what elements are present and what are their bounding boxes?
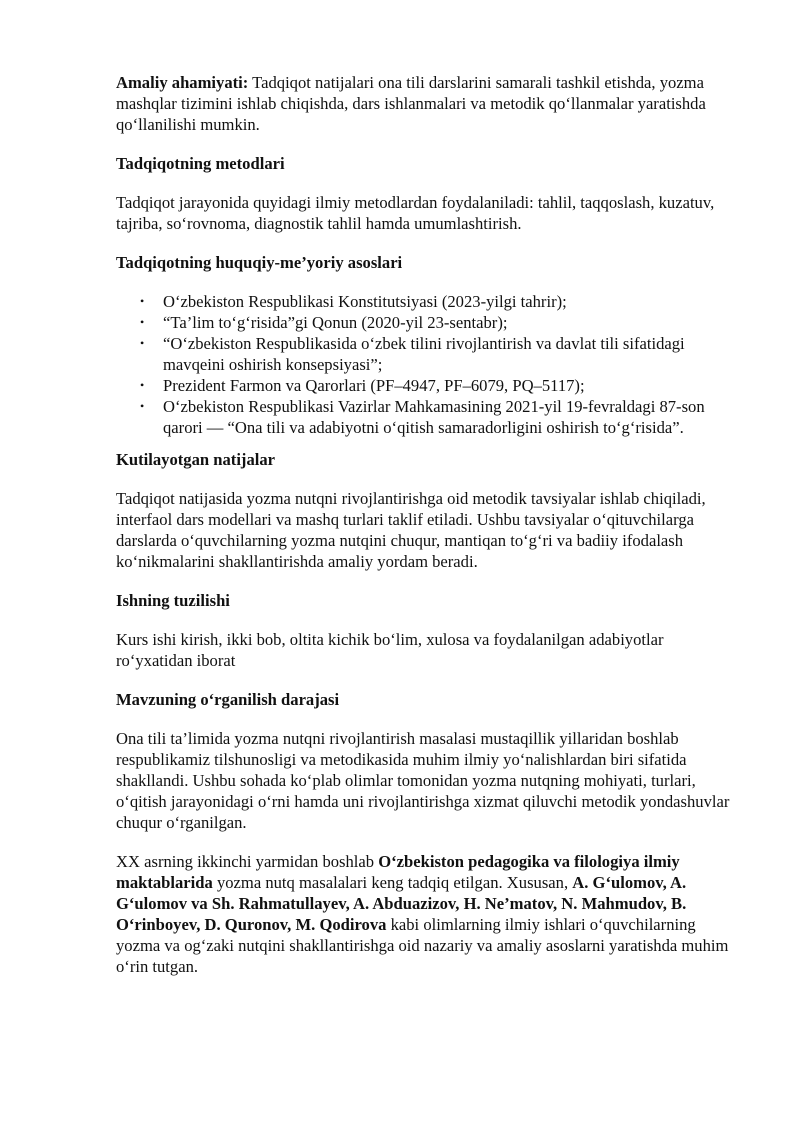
practical-significance-label: Amaliy ahamiyati:	[116, 73, 249, 92]
list-item	[140, 312, 738, 333]
heading-work-structure: Ishning tuzilishi	[116, 591, 230, 610]
legal-basis-list	[116, 291, 738, 438]
bullet-icon: •	[140, 336, 145, 350]
bullet-icon: •	[140, 378, 145, 392]
expected-results-paragraph: Tadqiqot natijasida yozma nutqni rivojlantirishga oid metodik tavsiyalar ishlab chiqiladi, interfaol dars modellari va mashq turlari taklif etiladi. Ushbu tavsiyalar o‘qituvchilarga darslarda o‘quvchilarning yozma nutqini chuqur, mantiqan to‘g‘ri va badiiy ifodalash ko‘nikmalarini shakllantirishda amaliy yordam beradi.	[116, 489, 706, 571]
study-level-paragraph: Ona tili ta’limida yozma nutqni rivojlantirish masalasi mustaqillik yillaridan boshlab respublikamiz tilshunosligi va metodikasida muhim ilmiy yo‘nalishlardan biri sifatida shakllandi. Ushbu sohada ko‘plab olimlar tomonidan yozma nutqning mohiyati, turlari, o‘qitish jarayonidagi o‘rni hamda uni rivojlantirishga xizmat qiluvchi metodik yondashuvlar chuqur o‘rganilgan.	[116, 729, 730, 832]
list-item	[140, 333, 738, 375]
work-structure-paragraph: Kurs ishi kirish, ikki bob, oltita kichik bo‘lim, xulosa va foydalanilgan adabiyotlar ro‘yxatidan iborat	[116, 630, 664, 670]
practical-significance-paragraph	[116, 72, 738, 135]
heading-methods: Tadqiqotning metodlari	[116, 154, 285, 173]
methods-paragraph: Tadqiqot jarayonida quyidagi ilmiy metodlardan foydalaniladi: tahlil, taqqoslash, kuzatuv, tajriba, so‘rovnoma, diagnostik tahlil hamda umumlashtirish.	[116, 193, 715, 233]
heading-expected-results: Kutilayotgan natijalar	[116, 450, 276, 469]
list-item-text: O‘zbekiston Respublikasi Vazirlar Mahkamasining 2021-yil 19-fevraldagi 87-son qarori — “Ona tili va adabiyotni o‘qitish samaradorligini oshirish to‘g‘risida”.	[163, 397, 705, 437]
list-item-text: “O‘zbekiston Respublikasida o‘zbek tilini rivojlantirish va davlat tili sifatidagi mavqeini oshirish konsepsiyasi”;	[163, 334, 685, 374]
list-item-text: Prezident Farmon va Qarorlari (PF–4947, PF–6079, PQ–5117);	[163, 376, 585, 395]
list-item-text: “Ta’lim to‘g‘risida”gi Qonun (2020-yil 23-sentabr);	[163, 313, 508, 332]
list-item	[140, 375, 738, 396]
scholars-text-1: XX asrning ikkinchi yarmidan boshlab	[116, 852, 379, 871]
list-item	[140, 291, 738, 312]
scholars-bold-schools: O‘zbekiston pedagogika va filologiya ilmiy maktablarida	[116, 852, 680, 892]
list-item-text: O‘zbekiston Respublikasi Konstitutsiyasi (2023-yilgi tahrir);	[163, 292, 567, 311]
bullet-icon: •	[140, 294, 145, 308]
scholars-paragraph	[116, 851, 738, 977]
practical-significance-text: Tadqiqot natijalari ona tili darslarini samarali tashkil etishda, yozma mashqlar tizimini ishlab chiqishda, dars ishlanmalari va metodik qo‘llanmalar yaratishda qo‘llanilishi mumkin.	[116, 73, 706, 134]
bullet-icon: •	[140, 399, 145, 413]
heading-legal-basis: Tadqiqotning huquqiy-me’yoriy asoslari	[116, 253, 403, 272]
scholars-bold-names: A. G‘ulomov, A. G‘ulomov va Sh. Rahmatullayev, A. Abduazizov, H. Ne’matov, N. Mahmudov, B. O‘rinboyev, D. Quronov, M. Qodirova	[116, 873, 687, 934]
bullet-icon: •	[140, 315, 145, 329]
heading-study-level: Mavzuning o‘rganilish darajasi	[116, 690, 340, 709]
scholars-text-3: kabi olimlarning ilmiy ishlari o‘quvchilarning yozma va og‘zaki nutqini shakllantirishga oid nazariy va amaliy asoslarni yaratishda muhim o‘rin tutgan.	[116, 915, 729, 976]
list-item	[140, 396, 738, 438]
scholars-text-2: yozma nutq masalalari keng tadqiq etilgan. Xususan,	[212, 873, 573, 892]
